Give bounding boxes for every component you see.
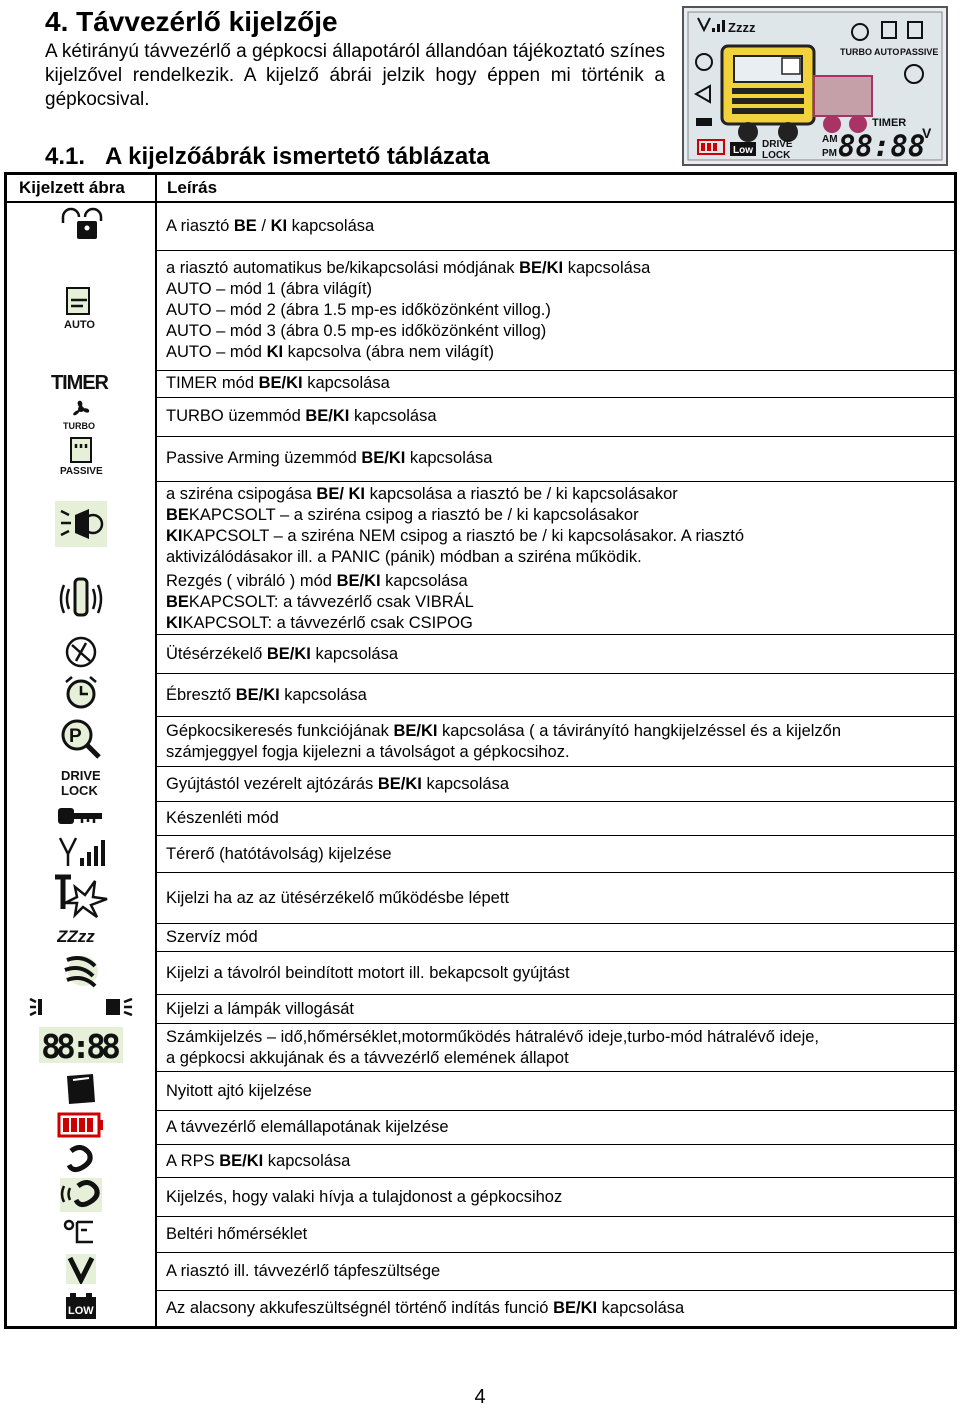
text: A riasztó ill. távvezérlő tápfeszültsége	[166, 1262, 441, 1280]
svg-text:88:88: 88:88	[41, 1027, 121, 1063]
description-line	[166, 279, 954, 300]
bold-text: BE/KI	[219, 1151, 264, 1170]
symbol-cell	[6, 836, 157, 873]
text: a sziréna csipogása	[166, 485, 317, 504]
symbol-cell	[6, 873, 157, 924]
symbol-cell	[6, 397, 157, 436]
low-battery-icon	[64, 1291, 98, 1326]
description-line	[166, 526, 954, 547]
table-row	[6, 436, 956, 481]
symbol-cell	[6, 370, 157, 397]
description-line	[166, 844, 954, 865]
bold-text: BE/KI	[377, 774, 422, 793]
bold-text: KI	[266, 342, 284, 361]
door-open-icon	[63, 1072, 99, 1111]
lcd-auto-label: AUTO	[874, 47, 900, 57]
text: KAPCSOLT – a sziréna csipog a riasztó be / ki kapcsolásakor	[188, 506, 639, 525]
text: A riasztó	[166, 216, 234, 235]
symbol-cell	[6, 436, 157, 481]
text: a gépkocsi akkujának és a távvezérlő elemének állapot	[166, 1048, 569, 1067]
bold-text: BE	[233, 216, 257, 235]
table-row	[6, 1072, 956, 1111]
temperature-icon	[63, 1218, 99, 1251]
symbol-cell	[6, 1253, 157, 1291]
description-line	[166, 216, 954, 237]
description-line	[166, 1261, 954, 1282]
bold-text: BE/KI	[258, 374, 303, 392]
voltage-icon	[66, 1254, 96, 1289]
symbol-cell	[6, 924, 157, 952]
lcd-key-icon	[696, 118, 712, 126]
text: kapcsolása	[279, 685, 367, 704]
description-cell	[156, 397, 956, 436]
table-row	[6, 1253, 956, 1291]
description-line	[166, 448, 954, 469]
symbol-cell	[6, 717, 157, 767]
text: Rezgés ( vibráló ) mód	[166, 572, 337, 590]
text: Passive Arming üzemmód	[166, 449, 362, 467]
description-cell	[156, 717, 956, 767]
description-cell	[156, 1253, 956, 1291]
section-title-text: A kijelzőábrák ismertető táblázata	[105, 143, 490, 170]
bold-text: BE/KI	[393, 721, 438, 740]
symbol-cell	[6, 481, 157, 571]
lcd-drive-label: DRIVE	[762, 139, 793, 150]
bold-text: KI	[166, 614, 183, 632]
text: kapcsolása ( a távirányító hangkijelzéssel és a kijelzőn	[437, 721, 842, 740]
description-line	[166, 1298, 954, 1319]
text: A távvezérlő elemállapotának kijelzése	[166, 1118, 449, 1136]
table-row	[6, 924, 956, 952]
lcd-passive-label: PASSIVE	[900, 47, 939, 57]
description-line	[166, 258, 954, 279]
text: Kijelzi ha az az ütésérzékelő működésbe lépett	[166, 888, 510, 907]
text: KAPCSOLT: a távvezérlő csak CSIPOG	[182, 614, 473, 632]
text: Kijelzi a lámpák villogását	[166, 999, 355, 1018]
description-line	[166, 613, 954, 634]
symbol-cell	[6, 1291, 157, 1328]
symbol-cell	[6, 202, 157, 250]
symbol-cell	[6, 952, 157, 995]
bold-text: BE	[166, 506, 189, 525]
table-row	[6, 836, 956, 873]
car-finder-icon	[59, 717, 103, 766]
svg-text:AUTO: AUTO	[64, 318, 95, 331]
description-line	[166, 808, 954, 829]
description-line	[166, 1151, 954, 1172]
bold-text: BE/KI	[235, 685, 280, 704]
symbol-cell	[6, 1217, 157, 1253]
description-line	[166, 927, 954, 948]
table-row	[6, 952, 956, 995]
symbol-cell	[6, 995, 157, 1024]
alarm-clock-icon	[61, 674, 101, 717]
description-cell	[156, 635, 956, 674]
symbol-cell	[6, 635, 157, 674]
description-line	[166, 1117, 954, 1138]
page-title: 4. Távvezérlő kijelzője	[45, 6, 338, 37]
description-line	[166, 592, 954, 613]
description-cell	[156, 1024, 956, 1072]
table-row	[6, 397, 956, 436]
svg-text:PASSIVE: PASSIVE	[60, 466, 103, 476]
siren-icon	[53, 499, 109, 554]
symbol-cell	[6, 250, 157, 370]
bold-text: BE/KI	[266, 644, 311, 663]
text: Gyújtástól vezérelt ajtózárás	[166, 774, 378, 793]
turbo-icon	[61, 397, 101, 436]
table-row	[6, 202, 956, 250]
description-line	[166, 742, 954, 763]
table-row	[6, 635, 956, 674]
description-cell	[156, 836, 956, 873]
description-line	[166, 774, 954, 795]
symbol-cell	[6, 1111, 157, 1145]
text: kapcsolása	[263, 1151, 351, 1170]
text: kapcsolása	[349, 407, 437, 425]
symbol-cell	[6, 674, 157, 717]
text: AUTO – mód 3 (ábra 0.5 mp-es időközönként villog)	[166, 321, 547, 340]
col-header-symbol: Kijelzett ábra	[6, 174, 157, 203]
lcd-pm-label: PM	[822, 148, 837, 159]
description-cell	[156, 674, 956, 717]
text: kapcsolása	[597, 1298, 685, 1317]
text: KAPCSOLT – a sziréna NEM csipog a riasztó be / ki kapcsolásakor. A riasztó	[182, 527, 745, 546]
description-line	[166, 685, 954, 706]
text: a riasztó automatikus be/kikapcsolási módjának	[166, 258, 520, 277]
description-cell	[156, 873, 956, 924]
table-row	[6, 1178, 956, 1217]
description-line	[166, 547, 954, 568]
description-line	[166, 1081, 954, 1102]
description-cell	[156, 1072, 956, 1111]
timer-icon	[51, 370, 111, 397]
description-line	[166, 571, 954, 592]
description-cell	[156, 571, 956, 635]
col-header-description: Leírás	[156, 174, 956, 203]
lock-open-icon	[59, 207, 103, 246]
description-cell	[156, 802, 956, 836]
table-row	[6, 873, 956, 924]
signal-icon	[56, 836, 106, 873]
description-cell	[156, 481, 956, 571]
description-cell	[156, 202, 956, 250]
table-row	[6, 370, 956, 397]
text: Nyitott ajtó kijelzése	[166, 1081, 312, 1100]
description-cell	[156, 767, 956, 802]
text: kapcsolása	[302, 374, 390, 392]
text: Kijelzés, hogy valaki hívja a tulajdonost a gépkocsihoz	[166, 1187, 563, 1206]
text: Készenléti mód	[166, 809, 279, 827]
description-line	[166, 300, 954, 321]
description-line	[166, 1048, 954, 1069]
passive-icon	[59, 436, 103, 481]
text: TIMER mód	[166, 374, 259, 392]
symbol-cell	[6, 1145, 157, 1178]
lcd-display-illustration	[682, 6, 948, 166]
lamps-icon	[26, 995, 136, 1024]
symbol-cell	[6, 802, 157, 836]
bold-text: KI	[166, 527, 183, 546]
shock-sensor-icon	[62, 635, 100, 674]
description-line	[166, 342, 954, 363]
description-cell	[156, 1291, 956, 1328]
description-line	[166, 963, 954, 984]
table-row	[6, 571, 956, 635]
text: A RPS	[166, 1151, 220, 1170]
svg-text:TIMER: TIMER	[51, 372, 109, 392]
lcd-turbo-label: TURBO	[840, 47, 872, 57]
description-cell	[156, 924, 956, 952]
text: TURBO üzemmód	[166, 407, 306, 425]
svg-text:LOCK: LOCK	[61, 782, 98, 797]
text: kapcsolása	[287, 216, 375, 235]
table-row	[6, 1111, 956, 1145]
symbol-cell	[6, 1024, 157, 1072]
rps-icon	[63, 1145, 99, 1178]
description-cell	[156, 1111, 956, 1145]
text: AUTO – mód	[166, 342, 267, 361]
text: KAPCSOLT: a távvezérlő csak VIBRÁL	[188, 593, 474, 611]
vibrate-icon	[59, 575, 103, 630]
text: kapcsolása a riasztó be / ki kapcsolásakor	[365, 485, 678, 504]
symbol-cell	[6, 1178, 157, 1217]
description-cell	[156, 1217, 956, 1253]
bold-text: BE/KI	[519, 258, 564, 277]
section-number: 4.1.	[45, 143, 86, 170]
bold-text: BE	[166, 593, 189, 611]
symbol-cell	[6, 767, 157, 802]
table-row	[6, 1217, 956, 1253]
svg-text:DRIVE: DRIVE	[61, 767, 101, 783]
drive-lock-icon	[59, 767, 103, 802]
lcd-timer-label: TIMER	[872, 117, 907, 129]
text: Szervíz mód	[166, 928, 258, 946]
battery-icon	[57, 1112, 105, 1143]
table-row	[6, 1024, 956, 1072]
svg-text:LOW: LOW	[68, 1304, 94, 1317]
digits-icon	[39, 1027, 123, 1068]
table-row	[6, 1145, 956, 1178]
text: kapcsolása	[380, 572, 468, 590]
table-row	[6, 1291, 956, 1328]
intro-paragraph: A kétirányú távvezérlő a gépkocsi állapotáról állandóan tájékoztató színes kijelzővel rendelkezik. A kijelző ábrái jelzik hogy éppen mi történik a gépkocsival.	[45, 41, 665, 110]
text: Ébresztő	[166, 685, 236, 704]
table-row	[6, 717, 956, 767]
text: kapcsolása	[310, 644, 399, 663]
description-line	[166, 721, 954, 742]
description-cell	[156, 250, 956, 370]
lcd-am-label: AM	[822, 134, 838, 145]
text: Ütésérzékelő	[166, 644, 267, 663]
text: Az alacsony akkufeszültségnél történő indítás funció	[166, 1298, 554, 1317]
text: kapcsolva (ábra nem világít)	[283, 342, 495, 361]
bold-text: BE/KI	[336, 572, 381, 590]
description-line	[166, 373, 954, 394]
display-symbols-table	[4, 172, 957, 1329]
text: AUTO – mód 2 (ábra 1.5 mp-es időközönként villog.)	[166, 300, 551, 319]
svg-text:TURBO: TURBO	[63, 421, 95, 431]
lcd-sleep-label: Zzzz	[728, 20, 756, 35]
lcd-lock-label: LOCK	[762, 150, 791, 161]
description-line	[166, 321, 954, 342]
description-line	[166, 505, 954, 526]
table-row	[6, 995, 956, 1024]
description-line	[166, 1187, 954, 1208]
text: kapcsolása	[405, 449, 493, 467]
engine-start-icon	[59, 952, 103, 995]
svg-text:P: P	[69, 726, 82, 747]
bold-text: BE/KI	[553, 1298, 598, 1317]
text: Kijelzi a távolról beindított motort ill. bekapcsolt gyújtást	[166, 963, 570, 982]
text: Térerő (hatótávolság) kijelzése	[166, 844, 392, 863]
lcd-digits: 88:88	[838, 129, 926, 163]
description-cell	[156, 995, 956, 1024]
symbol-cell	[6, 571, 157, 635]
sleep-icon	[57, 925, 105, 950]
svg-text:ZZzz: ZZzz	[57, 927, 95, 945]
table-row	[6, 767, 956, 802]
description-cell	[156, 436, 956, 481]
bold-text: BE/ KI	[316, 485, 366, 504]
description-line	[166, 888, 954, 909]
table-row	[6, 674, 956, 717]
bold-text: BE/KI	[361, 449, 406, 467]
description-line	[166, 1224, 954, 1245]
description-cell	[156, 370, 956, 397]
description-line	[166, 1027, 954, 1048]
bold-text: BE/KI	[305, 407, 350, 425]
lcd-voltage-label: V	[922, 125, 932, 141]
call-icon	[60, 1178, 102, 1217]
text: kapcsolása	[421, 774, 509, 793]
text: Számkijelzés – idő,hőmérséklet,motorműködés hátralévő ideje,turbo-mód hátralévő ideje,	[166, 1027, 819, 1046]
table-row	[6, 250, 956, 370]
bold-text: KI	[270, 216, 288, 235]
text: számjeggyel fogja kijelezni a távolságot a gépkocsihoz.	[166, 742, 570, 761]
symbol-cell	[6, 1072, 157, 1111]
shock-trigger-icon	[51, 873, 111, 924]
section-title	[45, 143, 490, 171]
description-line	[166, 406, 954, 427]
table-row	[6, 481, 956, 571]
text: kapcsolása	[563, 258, 651, 277]
table-header-row	[6, 174, 956, 203]
text: aktivizálódásakor ill. a PANIC (pánik) módban a sziréna működik.	[166, 548, 642, 567]
text: AUTO – mód 1 (ábra világít)	[166, 279, 373, 298]
text: /	[256, 216, 271, 235]
description-cell	[156, 1178, 956, 1217]
standby-icon	[56, 804, 106, 833]
description-cell	[156, 952, 956, 995]
description-line	[166, 644, 954, 665]
table-row	[6, 802, 956, 836]
page-number: 4	[474, 1386, 486, 1408]
auto-icon	[61, 284, 101, 337]
description-line	[166, 484, 954, 505]
description-line	[166, 999, 954, 1020]
svg-text:Low: Low	[733, 145, 753, 156]
description-cell	[156, 1145, 956, 1178]
text: Beltéri hőmérséklet	[166, 1225, 308, 1243]
text: Gépkocsikeresés funkciójának	[166, 721, 394, 740]
